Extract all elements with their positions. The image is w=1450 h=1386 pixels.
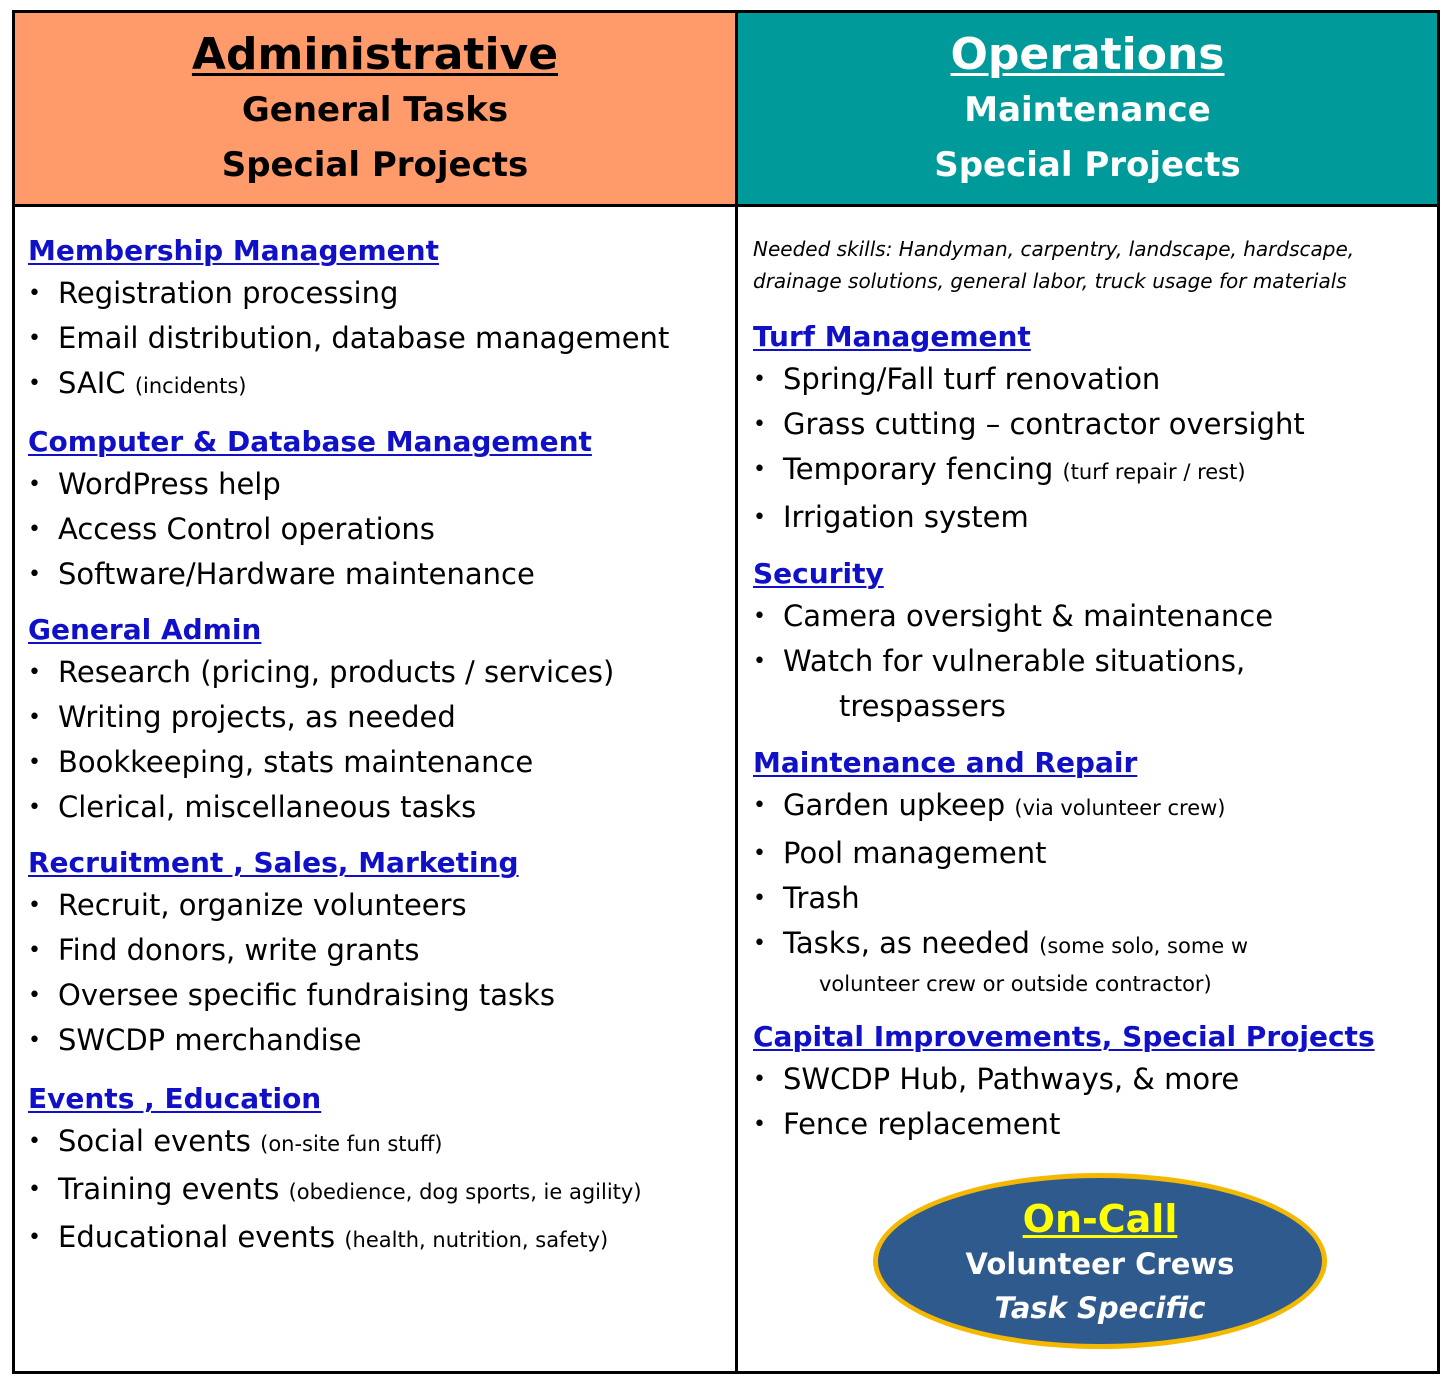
skills-line-1: Needed skills: Handyman, carpentry, landscape, hardscape, bbox=[753, 237, 1355, 261]
section-events-education bbox=[28, 1079, 728, 1263]
section-general-admin bbox=[28, 610, 728, 830]
item-text: SWCDP merchandise bbox=[58, 1023, 362, 1057]
item-text: Watch for vulnerable situations, bbox=[783, 644, 1246, 678]
item-list bbox=[753, 357, 1433, 540]
list-item bbox=[753, 831, 1433, 876]
section-membership-management bbox=[28, 231, 728, 409]
bullet-icon: • bbox=[28, 938, 41, 963]
bullet-icon: • bbox=[753, 457, 766, 482]
ops-title: Operations bbox=[950, 29, 1225, 80]
item-note: (on-site fun stuff) bbox=[260, 1132, 443, 1156]
list-item bbox=[753, 357, 1433, 402]
section-title[interactable]: Events , Education bbox=[28, 1082, 322, 1115]
admin-header bbox=[15, 13, 735, 204]
list-item bbox=[753, 1102, 1433, 1147]
list-item bbox=[753, 402, 1433, 447]
list-item bbox=[28, 928, 728, 973]
bullet-icon: • bbox=[753, 604, 766, 629]
bullet-icon: • bbox=[28, 517, 41, 542]
item-note: (obedience, dog sports, ie agility) bbox=[288, 1180, 642, 1204]
item-text: Find donors, write grants bbox=[58, 933, 420, 967]
item-note: (via volunteer crew) bbox=[1014, 796, 1226, 820]
skills-note bbox=[753, 233, 1433, 297]
oncall-line-1: Volunteer Crews bbox=[965, 1247, 1235, 1281]
item-text: Research (pricing, products / services) bbox=[58, 655, 615, 689]
section-title[interactable]: Membership Management bbox=[28, 234, 439, 267]
bullet-icon: • bbox=[28, 795, 41, 820]
item-list bbox=[753, 783, 1433, 1003]
section-title[interactable]: General Admin bbox=[28, 613, 262, 646]
list-item bbox=[28, 1215, 728, 1263]
item-text: Training events bbox=[58, 1172, 289, 1206]
item-list bbox=[28, 650, 728, 830]
list-item bbox=[753, 921, 1433, 1003]
section-maintenance-and-repair bbox=[753, 743, 1433, 1003]
list-item bbox=[28, 785, 728, 830]
list-item bbox=[28, 883, 728, 928]
list-item bbox=[753, 876, 1433, 921]
list-item bbox=[28, 316, 728, 361]
ops-subtitle-1: Maintenance bbox=[964, 90, 1211, 130]
bullet-icon: • bbox=[28, 472, 41, 497]
item-note-continued: volunteer crew or outside contractor) bbox=[819, 972, 1212, 996]
item-text: Educational events bbox=[58, 1220, 345, 1254]
bullet-icon: • bbox=[753, 931, 766, 956]
item-text: Temporary fencing bbox=[783, 452, 1063, 486]
bullet-icon: • bbox=[28, 1129, 41, 1154]
section-computer-database-management bbox=[28, 422, 728, 597]
section-title[interactable]: Maintenance and Repair bbox=[753, 746, 1138, 779]
item-text: Camera oversight & maintenance bbox=[783, 599, 1274, 633]
list-item bbox=[28, 1167, 728, 1215]
admin-subtitle-2: Special Projects bbox=[221, 145, 529, 185]
bullet-icon: • bbox=[753, 649, 766, 674]
bullet-icon: • bbox=[28, 983, 41, 1008]
list-item bbox=[753, 447, 1433, 495]
admin-column bbox=[28, 207, 728, 1263]
item-text-continued: trespassers bbox=[839, 689, 1006, 723]
list-item bbox=[28, 650, 728, 695]
list-item bbox=[28, 271, 728, 316]
ops-subtitle-2: Special Projects bbox=[934, 145, 1241, 185]
item-text: WordPress help bbox=[58, 467, 281, 501]
list-item bbox=[28, 740, 728, 785]
list-item bbox=[28, 1119, 728, 1167]
item-text: Fence replacement bbox=[783, 1107, 1061, 1141]
bullet-icon: • bbox=[28, 562, 41, 587]
bullet-icon: • bbox=[28, 750, 41, 775]
bullet-icon: • bbox=[28, 326, 41, 351]
section-title[interactable]: Computer & Database Management bbox=[28, 425, 592, 458]
item-text: Registration processing bbox=[58, 276, 399, 310]
bullet-icon: • bbox=[28, 705, 41, 730]
item-text: Bookkeeping, stats maintenance bbox=[58, 745, 534, 779]
bullet-icon: • bbox=[753, 841, 766, 866]
item-note: (incidents) bbox=[134, 374, 247, 398]
item-text: Email distribution, database management bbox=[58, 321, 670, 355]
item-note: (turf repair / rest) bbox=[1062, 460, 1246, 484]
bullet-icon: • bbox=[28, 1177, 41, 1202]
item-note: (health, nutrition, safety) bbox=[344, 1228, 609, 1252]
section-title[interactable]: Recruitment , Sales, Marketing bbox=[28, 846, 519, 879]
section-title[interactable]: Turf Management bbox=[753, 320, 1031, 353]
list-item bbox=[753, 1057, 1433, 1102]
item-text: Oversee specific fundraising tasks bbox=[58, 978, 556, 1012]
bullet-icon: • bbox=[28, 660, 41, 685]
bullet-icon: • bbox=[28, 1225, 41, 1250]
skills-line-2: drainage solutions, general labor, truck usage for materials bbox=[753, 269, 1347, 293]
list-item bbox=[28, 695, 728, 740]
item-text: Recruit, organize volunteers bbox=[58, 888, 467, 922]
list-item bbox=[28, 1018, 728, 1063]
item-list bbox=[28, 271, 728, 409]
list-item bbox=[28, 462, 728, 507]
item-text: Writing projects, as needed bbox=[58, 700, 456, 734]
bullet-icon: • bbox=[753, 793, 766, 818]
item-list bbox=[28, 1119, 728, 1263]
item-text: Clerical, miscellaneous tasks bbox=[58, 790, 477, 824]
item-list bbox=[753, 594, 1433, 729]
item-note: (some solo, some w bbox=[1039, 934, 1249, 958]
item-text: Tasks, as needed bbox=[783, 926, 1040, 960]
oncall-badge bbox=[873, 1173, 1327, 1349]
item-text: Software/Hardware maintenance bbox=[58, 557, 535, 591]
item-text: SAIC bbox=[58, 366, 135, 400]
item-list bbox=[28, 883, 728, 1063]
column-divider bbox=[735, 10, 738, 1374]
item-text: Garden upkeep bbox=[783, 788, 1015, 822]
section-capital-improvements-special-projects bbox=[753, 1017, 1433, 1147]
item-text: SWCDP Hub, Pathways, & more bbox=[783, 1062, 1240, 1096]
bullet-icon: • bbox=[753, 1067, 766, 1092]
section-recruitment-sales-marketing bbox=[28, 843, 728, 1063]
admin-title: Administrative bbox=[191, 29, 559, 80]
item-text: Trash bbox=[783, 881, 860, 915]
list-item bbox=[28, 552, 728, 597]
bullet-icon: • bbox=[753, 412, 766, 437]
bullet-icon: • bbox=[753, 1112, 766, 1137]
item-text: Social events bbox=[58, 1124, 261, 1158]
list-item bbox=[753, 783, 1433, 831]
item-list bbox=[753, 1057, 1433, 1147]
list-item bbox=[28, 507, 728, 552]
bullet-icon: • bbox=[28, 893, 41, 918]
ops-sections bbox=[753, 317, 1433, 1147]
item-text: Spring/Fall turf renovation bbox=[783, 362, 1161, 396]
list-item bbox=[753, 639, 1433, 729]
oncall-line-2: Task Specific bbox=[994, 1291, 1206, 1325]
bullet-icon: • bbox=[28, 371, 41, 396]
section-security bbox=[753, 554, 1433, 729]
section-title[interactable]: Capital Improvements, Special Projects bbox=[753, 1020, 1375, 1053]
bullet-icon: • bbox=[28, 281, 41, 306]
list-item bbox=[28, 361, 728, 409]
item-list bbox=[28, 462, 728, 597]
item-text: Access Control operations bbox=[58, 512, 435, 546]
bullet-icon: • bbox=[753, 505, 766, 530]
ops-column bbox=[753, 207, 1433, 1147]
ops-header bbox=[738, 13, 1437, 204]
list-item bbox=[28, 973, 728, 1018]
section-turf-management bbox=[753, 317, 1433, 540]
item-text: Pool management bbox=[783, 836, 1047, 870]
list-item bbox=[753, 495, 1433, 540]
item-text: Grass cutting – contractor oversight bbox=[783, 407, 1305, 441]
bullet-icon: • bbox=[753, 367, 766, 392]
item-text: Irrigation system bbox=[783, 500, 1029, 534]
bullet-icon: • bbox=[753, 886, 766, 911]
list-item bbox=[753, 594, 1433, 639]
section-title[interactable]: Security bbox=[753, 557, 884, 590]
bullet-icon: • bbox=[28, 1028, 41, 1053]
oncall-title: On-Call bbox=[1022, 1197, 1178, 1241]
admin-subtitle-1: General Tasks bbox=[241, 90, 509, 130]
